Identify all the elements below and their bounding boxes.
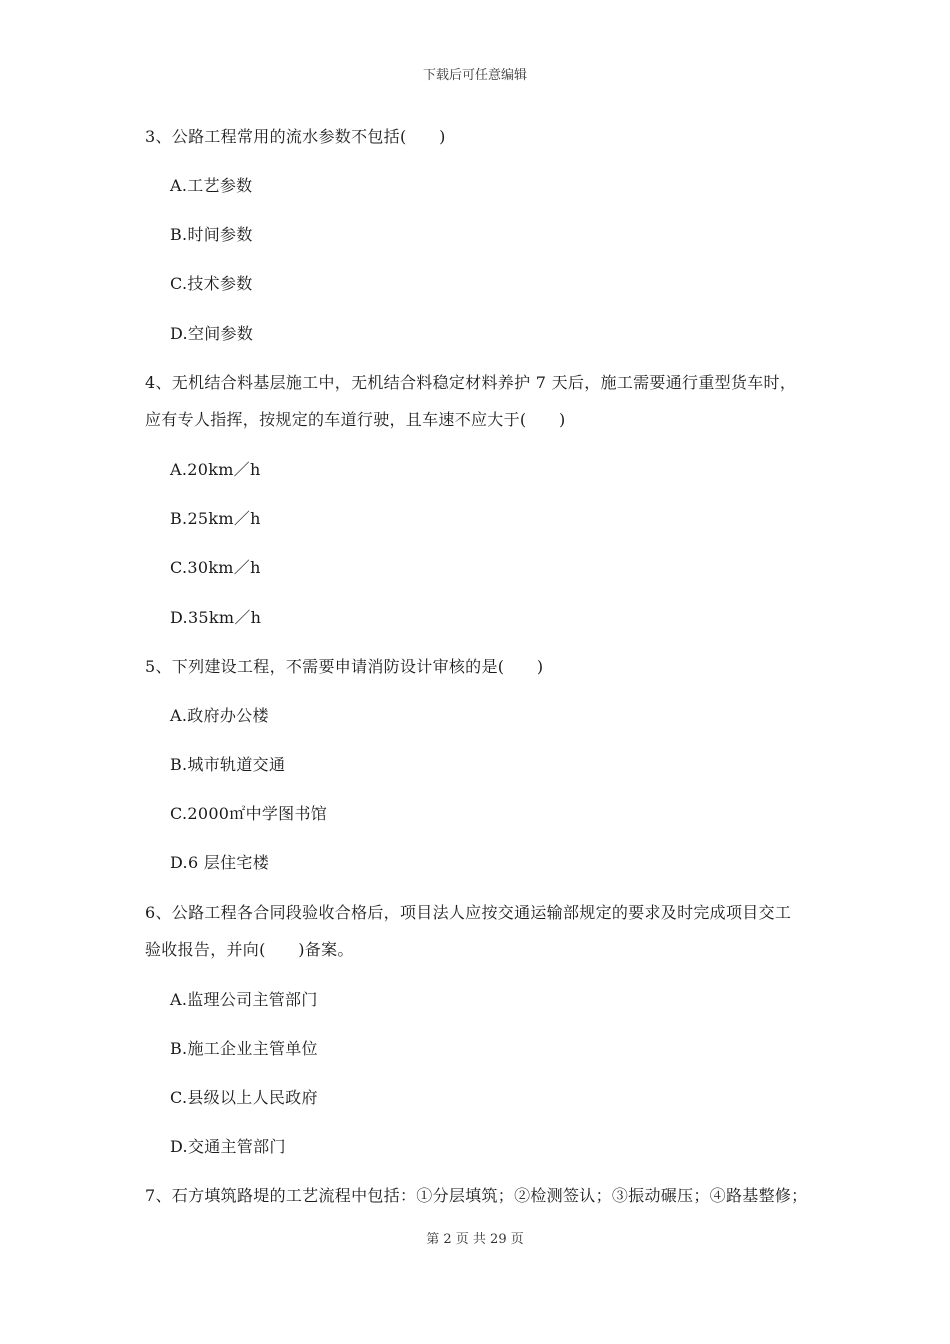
question-3-option-d: D.空间参数 <box>170 324 254 343</box>
question-6-option-c: C.县级以上人民政府 <box>170 1088 318 1107</box>
question-5-option-d: D.6 层住宅楼 <box>170 853 270 872</box>
question-3-option-a: A.工艺参数 <box>170 176 253 195</box>
question-6-option-b: B.施工企业主管单位 <box>170 1039 318 1058</box>
question-5-option-b: B.城市轨道交通 <box>170 755 286 774</box>
question-6-option-d: D.交通主管部门 <box>170 1137 286 1156</box>
question-6-stem-line-1: 6、公路工程各合同段验收合格后，项目法人应按交通运输部规定的要求及时完成项目交工 <box>145 903 792 922</box>
question-3-option-c: C.技术参数 <box>170 274 253 293</box>
question-4-option-d: D.35km／h <box>170 608 262 627</box>
question-5-stem: 5、下列建设工程，不需要申请消防设计审核的是( ) <box>145 657 544 676</box>
page-footer: 第 2 页 共 29 页 <box>426 1232 524 1247</box>
page-header: 下载后可任意编辑 <box>422 68 527 83</box>
question-4-option-a: A.20km／h <box>170 460 261 479</box>
question-3-stem: 3、公路工程常用的流水参数不包括( ) <box>145 127 446 146</box>
question-4-stem-line-1: 4、无机结合料基层施工中，无机结合料稳定材料养护 7 天后，施工需要通行重型货车时， <box>145 373 797 392</box>
question-4-option-b: B.25km／h <box>170 509 261 528</box>
question-4-option-c: C.30km／h <box>170 558 261 577</box>
question-4-stem-line-2: 应有专人指挥，按规定的车道行驶，且车速不应大于( ) <box>145 410 566 429</box>
question-7-stem: 7、石方填筑路堤的工艺流程中包括：①分层填筑；②检测签认；③振动碾压；④路基整修； <box>145 1186 808 1205</box>
question-6-stem-line-2: 验收报告，并向( )备案。 <box>145 940 354 959</box>
question-3-option-b: B.时间参数 <box>170 225 253 244</box>
question-6-option-a: A.监理公司主管部门 <box>170 990 318 1009</box>
question-5-option-c: C.2000㎡中学图书馆 <box>170 804 328 823</box>
question-5-option-a: A.政府办公楼 <box>170 706 269 725</box>
